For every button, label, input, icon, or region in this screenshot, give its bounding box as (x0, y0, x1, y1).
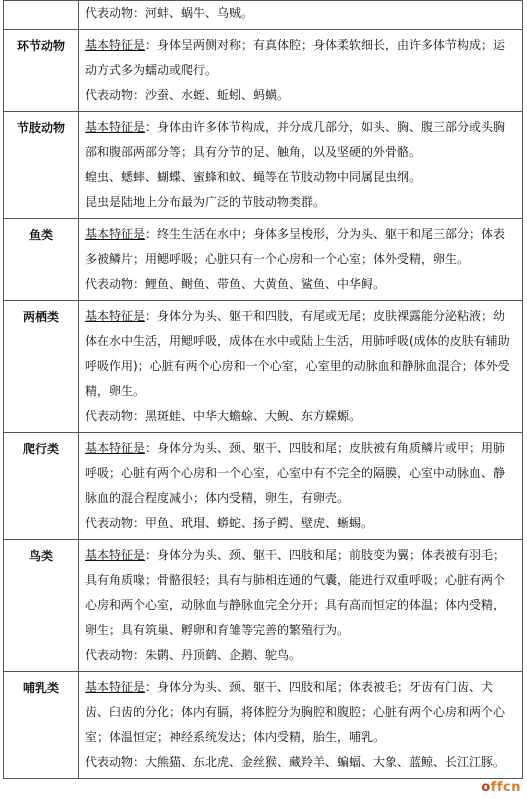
category-cell (4, 1, 79, 30)
description-text: 昆虫是陆地上分布最为广泛的节肢动物类群。 (85, 195, 326, 209)
description-text: ：终生生活在水中；身体多呈梭形，分为头、躯干和尾三部分；体表多被鳞片；用鳃呼吸；心脏只有一个心房和一个心室；体外受精，卵生。 (85, 227, 506, 266)
description-cell (79, 30, 523, 112)
feature-label: 基本特征是 (85, 38, 146, 52)
description-paragraph (85, 511, 516, 536)
feature-label: 基本特征是 (85, 548, 146, 562)
feature-label: 基本特征是 (85, 120, 146, 134)
offcn-watermark-logo: offcn (481, 780, 521, 795)
description-paragraph (85, 304, 516, 404)
description-text: 代表动物：沙蚕、水蛭、蚯蚓、蚂蟥。 (85, 88, 290, 102)
description-text: ：身体分为头、颈、躯干、四肢和尾；体表被毛；牙齿有门齿、犬齿、臼齿的分化；体内有膈，将体腔分为胸腔和腹腔；心脏有两个心房和两个心室；体温恒定；神经系统发达；体内受精，胎生，哺乳。 (85, 680, 506, 744)
description-text: 代表动物：黑斑蛙、中华大蟾蜍、大鲵、东方蝾螈。 (85, 409, 362, 423)
description-text: ：身体由许多体节构成，并分成几部分，如头、胸、腹三部分或头胸部和腹部两部分等；具有分节的足、触角，以及坚硬的外骨骼。 (85, 120, 506, 159)
category-cell: 爬行类 (4, 433, 79, 540)
category-cell: 两栖类 (4, 301, 79, 433)
description-text: ：身体分为头、颈、躯干、四肢和尾；皮肤被有角质鳞片或甲；用肺呼吸；心脏有两个心房和一个心室，心室中有不完全的隔膜，心室中动脉血、静脉血的混合程度减小；体内受精，卵生，有卵壳。 (85, 441, 506, 505)
description-text: ：身体呈两侧对称；有真体腔；身体柔软细长，由许多体节构成；运动方式多为蠕动或爬行。 (85, 38, 506, 77)
category-cell: 哺乳类 (4, 672, 79, 779)
description-text: 蝗虫、蟋蟀、蝴蝶、蜜蜂和蚊、蝇等在节肢动物中同属昆虫纲。 (85, 170, 422, 184)
description-text: 代表动物：大熊猫、东北虎、金丝猴、藏羚羊、蝙蝠、大象、蓝鲸、长江江豚。 (85, 755, 506, 769)
description-text: 代表动物：甲鱼、玳瑁、蟒蛇、扬子鳄、壁虎、蜥蜴。 (85, 516, 374, 530)
description-cell (79, 219, 523, 301)
category-cell: 环节动物 (4, 30, 79, 112)
description-paragraph (85, 1, 516, 26)
description-text: ：身体分为头、颈、躯干、四肢和尾；前肢变为翼；体表被有羽毛；具有角质喙；骨骼很轻；具有与肺相连通的气囊，能进行双重呼吸；心脏有两个心房和两个心室，动脉血与静脉血完全分开；具有高而恒定的体温；体内受精，卵生；具有筑巢、孵卵和育雏等完善的繁殖行为。 (85, 548, 506, 637)
description-paragraph (85, 643, 516, 668)
description-cell (79, 112, 523, 219)
category-cell: 节肢动物 (4, 112, 79, 219)
table-row (4, 1, 523, 30)
description-paragraph (85, 404, 516, 429)
table-row (4, 672, 523, 779)
description-cell (79, 433, 523, 540)
description-text: 代表动物：朱鹮、丹顶鹤、企鹅、鸵鸟。 (85, 648, 302, 662)
description-paragraph (85, 190, 516, 215)
feature-label: 基本特征是 (85, 309, 146, 323)
description-text: 代表动物：河蚌、蜗牛、乌贼。 (85, 6, 254, 20)
feature-label: 基本特征是 (85, 227, 146, 241)
description-paragraph (85, 165, 516, 190)
description-cell (79, 672, 523, 779)
table-row (4, 540, 523, 672)
description-paragraph (85, 543, 516, 643)
description-text: ：身体分为头、躯干和四肢，有尾或无尾；皮肤裸露能分泌粘液；幼体在水中生活，用鳃呼吸，成体在水中或陆上生活，用肺呼吸(成体的皮肤有辅助呼吸作用)；心脏有两个心房和一个心室，心室里的动脉血和静脉血混合；体外受精，卵生。 (85, 309, 510, 398)
description-paragraph (85, 222, 516, 272)
table-row (4, 219, 523, 301)
animal-classification-table (3, 0, 523, 779)
description-paragraph (85, 115, 516, 165)
description-cell (79, 540, 523, 672)
table-row (4, 301, 523, 433)
description-paragraph (85, 675, 516, 750)
feature-label: 基本特征是 (85, 441, 146, 455)
description-text: 代表动物：鲤鱼、鲥鱼、带鱼、大黄鱼、鲨鱼、中华鲟。 (85, 277, 386, 291)
feature-label: 基本特征是 (85, 680, 146, 694)
category-cell: 鱼类 (4, 219, 79, 301)
description-cell (79, 301, 523, 433)
description-paragraph (85, 436, 516, 511)
table-row (4, 433, 523, 540)
description-paragraph (85, 33, 516, 83)
description-paragraph (85, 750, 516, 775)
description-paragraph (85, 272, 516, 297)
category-cell: 鸟类 (4, 540, 79, 672)
table-row (4, 112, 523, 219)
table-row (4, 30, 523, 112)
description-cell (79, 1, 523, 30)
description-paragraph (85, 83, 516, 108)
